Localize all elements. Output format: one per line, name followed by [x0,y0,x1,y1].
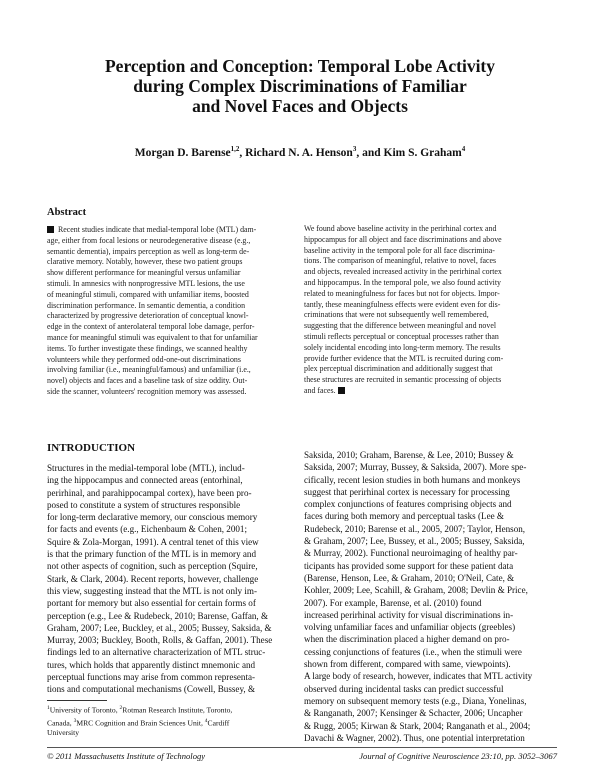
body-line: & Ranganath, 2007; Kensinger & Schacter, 2006; Uncapher [304,708,523,719]
body-line: cessing conjunctions of features (i.e., when the stimuli were [304,646,522,657]
body-line: suggest that perirhinal cortex is necessary for processing [304,486,510,497]
body-line: for long-term declarative memory, our conscious memory [47,512,258,523]
abstract-line: provide further evidence that the MTL is recruited during com- [304,353,504,363]
abstract-line: related to meaningfulness for faces but not for objects. Impor- [304,288,500,298]
body-line: Saksida, 2010; Graham, Barense, & Lee, 2010; Bussey & [304,450,514,460]
abstract-line: mance for meaningful stimuli was equivalent to that for unfamiliar [47,332,258,342]
body-line: cifically, recent lesion studies in both humans and monkeys [304,474,521,485]
copyright-footer: © 2011 Massachusetts Institute of Technology [47,751,206,761]
abstract-line: and faces. [304,386,556,397]
body-line: for facts and events (e.g., Eichenbaum & Cohen, 2001; [47,524,248,535]
body-line: memory on subsequent memory tests (e.g., Diana, Yonelinas, [304,695,527,706]
body-line: tures, which holds that apparently distinct mnemonic and [47,659,256,670]
body-line: & Graham, 2007; Lee, Bussey, et al., 2005; Bussey, Saksida, [304,536,525,547]
body-line: ing the hippocampus and connected areas (entorhinal, [47,475,243,486]
abstract-line: these structures are recruited in semantic processing of objects [304,375,502,385]
footnote-rule [47,700,107,701]
author-affiliation-mark: 4 [461,145,466,153]
affiliation-footnote [47,703,297,738]
body-line: A large body of research, however, indicates that MTL activity [304,671,533,682]
body-line: this view, suggesting instead that the MTL is not only im- [47,585,257,596]
abstract-line: volunteers while they performed odd-one-out discriminations [47,354,241,364]
abstract-line: We found above baseline activity in the perirhinal cortex and [304,224,497,233]
body-line: posed to constitute a system of structures responsible [47,499,241,510]
body-line: perception (e.g., Lee & Rudebeck, 2010; Barense, Gaffan, & [47,610,269,621]
body-line: Murray, 2003; Buckley, Booth, Rolls, & Gaffan, 2001). These [47,635,273,646]
body-line: not other aspects of cognition, such as perception (Squire, [47,561,258,572]
abstract-column-left [47,225,295,398]
body-column-right [304,449,560,744]
author-affiliation-mark: 3 [352,145,357,153]
square-bullet-icon [47,226,54,233]
abstract-line: show different performance for meaningful versus unfamiliar [47,268,241,278]
author-name: Morgan D. Barense [134,146,231,159]
abstract-line: discrimination performance. In semantic dementia, a condition [47,300,246,310]
body-line: portant for memory but also essential for certain forms of [47,598,256,609]
body-line: faces during both memory and perceptual tasks (Lee & [304,511,504,522]
body-line: volving unfamiliar faces and unfamiliar objects (greebles) [304,622,516,633]
body-line: complex conjunctions of features comprising objects and [304,499,512,510]
body-line: ticipants has provided some support for these patient data [304,560,514,571]
paper-title [60,56,540,116]
body-line: observed during incidental tasks can predict successful [304,683,504,694]
abstract-line: clarative memory. Notably, however, these two patient groups [47,257,243,267]
abstract-line: and objects, revealed increased activity in the perirhinal cortex [304,267,502,277]
author-separator: , [239,146,246,159]
body-line: findings led to an alternative characterization of MTL struc- [47,647,266,658]
abstract-line: edge in the context of anterolateral temporal lobe damage, perfor- [47,322,255,332]
abstract-line: Recent studies indicate that medial-temporal lobe (MTL) dam- [47,225,295,236]
abstract-line: criminations that were not subsequently well remembered, [304,310,489,320]
abstract-line: hippocampus for all object and face discriminations and above [304,234,502,244]
journal-citation-footer: Journal of Cognitive Neuroscience 23:10, pp. 3052–3067 [359,751,557,761]
abstract-line: solely incidental encoding into long-term memory. The results [304,342,501,352]
body-line: perirhinal, and parahippocampal cortex), have been pro- [47,487,252,498]
body-line: Stark, & Clark, 2004). Recent reports, however, challenge [47,573,259,584]
abstract-line: side the scanner, volunteers' recognition memory was assessed. [47,386,247,396]
body-line: (Barense, Henson, Lee, & Graham, 2010; O'Neil, Cate, & [304,572,515,583]
body-line: & Rugg, 2005; Kirwan & Stark, 2004; Ranganath et al., 2004; [304,720,531,731]
abstract-line: novel) objects and faces and a baseline task of size oddity. Out- [47,376,248,386]
body-line: Squire & Zola-Morgan, 1991). A central tenet of this view [47,536,259,547]
title-line: Perception and Conception: Temporal Lobe Activity [104,56,496,76]
body-line: Davachi & Wagner, 2002). Thus, one potential interpretation [304,732,525,743]
body-line: shown from different, compared with same, viewpoints). [304,659,511,670]
author-separator: , and [356,146,384,159]
abstract-line: suggesting that the difference between meaningful and novel [304,321,497,331]
abstract-line: stimuli reflects perceptual or conceptual processes rather than [304,331,499,341]
footnote-line: $^1$University of Toronto, $^2$Rotman Research Institute, Toronto, [47,705,233,715]
author-list [60,145,540,159]
abstract-line: plex perceptual discrimination and additionally suggest that [304,364,493,374]
abstract-line: items. To further investigate these findings, we scanned healthy [47,343,248,353]
abstract-line: semantic dementia), impairs perception as well as long-term de- [47,246,250,256]
abstract-line: and hippocampus. In the temporal pole, we also found activity [304,277,501,287]
abstract-heading: Abstract [47,207,87,218]
abstract-line: involving familiar (i.e., meaningful/famous) and unfamiliar (i.e., [47,365,251,375]
body-line: is that the primary function of the MTL is in memory and [47,549,257,560]
body-line: & Murray, 2002). Functional neuroimaging of healthy par- [304,548,518,559]
footnote-line: University [47,728,80,738]
author-affiliation-mark: 1,2 [230,145,240,153]
abstract-column-right [304,224,556,397]
end-square-icon [338,387,345,394]
body-line: Kohler, 2009; Lee, Scahill, & Graham, 2008; Devlin & Price, [304,585,528,596]
abstract-line: tantly, these meaningfulness effects were evident even for dis- [304,299,501,309]
body-line: when the discrimination placed a higher demand on pro- [304,634,510,645]
abstract-line: stimuli. In amnesics with nonprogressive MTL lesions, the use [47,278,245,288]
abstract-line: baseline activity in the temporal pole for all face discrimina- [304,245,495,255]
body-line: Structures in the medial-temporal lobe (MTL), includ- [47,463,245,473]
abstract-line: characterized by progressive deterioration of conceptual knowl- [47,311,249,321]
abstract-line: tions. The comparison of meaningful, relative to novel, faces [304,256,497,266]
body-line: Rudebeck, 2010; Barense et al., 2005, 2007; Taylor, Henson, [304,523,526,534]
body-line: tions and computational mechanisms (Cowell, Bussey, & [47,684,256,695]
body-line: perceptual functions may arise from common representa- [47,672,256,683]
title-line: during Complex Discriminations of Familiar [133,76,467,96]
abstract-line: age, either from focal lesions or neurodegenerative disease (e.g., [47,235,251,245]
body-line: Saksida, 2007; Murray, Bussey, & Saksida, 2007). More spe- [304,462,527,473]
body-line: increased perirhinal activity for visual discriminations in- [304,609,514,620]
footer-rule [47,747,557,748]
author-name: Kim S. Graham [383,146,462,159]
body-column-left [47,462,305,696]
body-line: 2007). For example, Barense, et al. (2010) found [304,597,482,608]
footnote-line: Canada, $^3$MRC Cognition and Brain Sciences Unit, $^4$Cardiff [47,717,230,728]
author-name: Richard N. A. Henson [245,146,353,159]
title-line: and Novel Faces and Objects [192,96,408,116]
body-line: Graham, 2007; Lee, Buckley, et al., 2005; Bussey, Saksida, & [47,622,272,633]
abstract-line: of meaningful stimuli, compared with unfamiliar items, boosted [47,289,249,299]
section-heading-introduction: INTRODUCTION [47,442,136,454]
